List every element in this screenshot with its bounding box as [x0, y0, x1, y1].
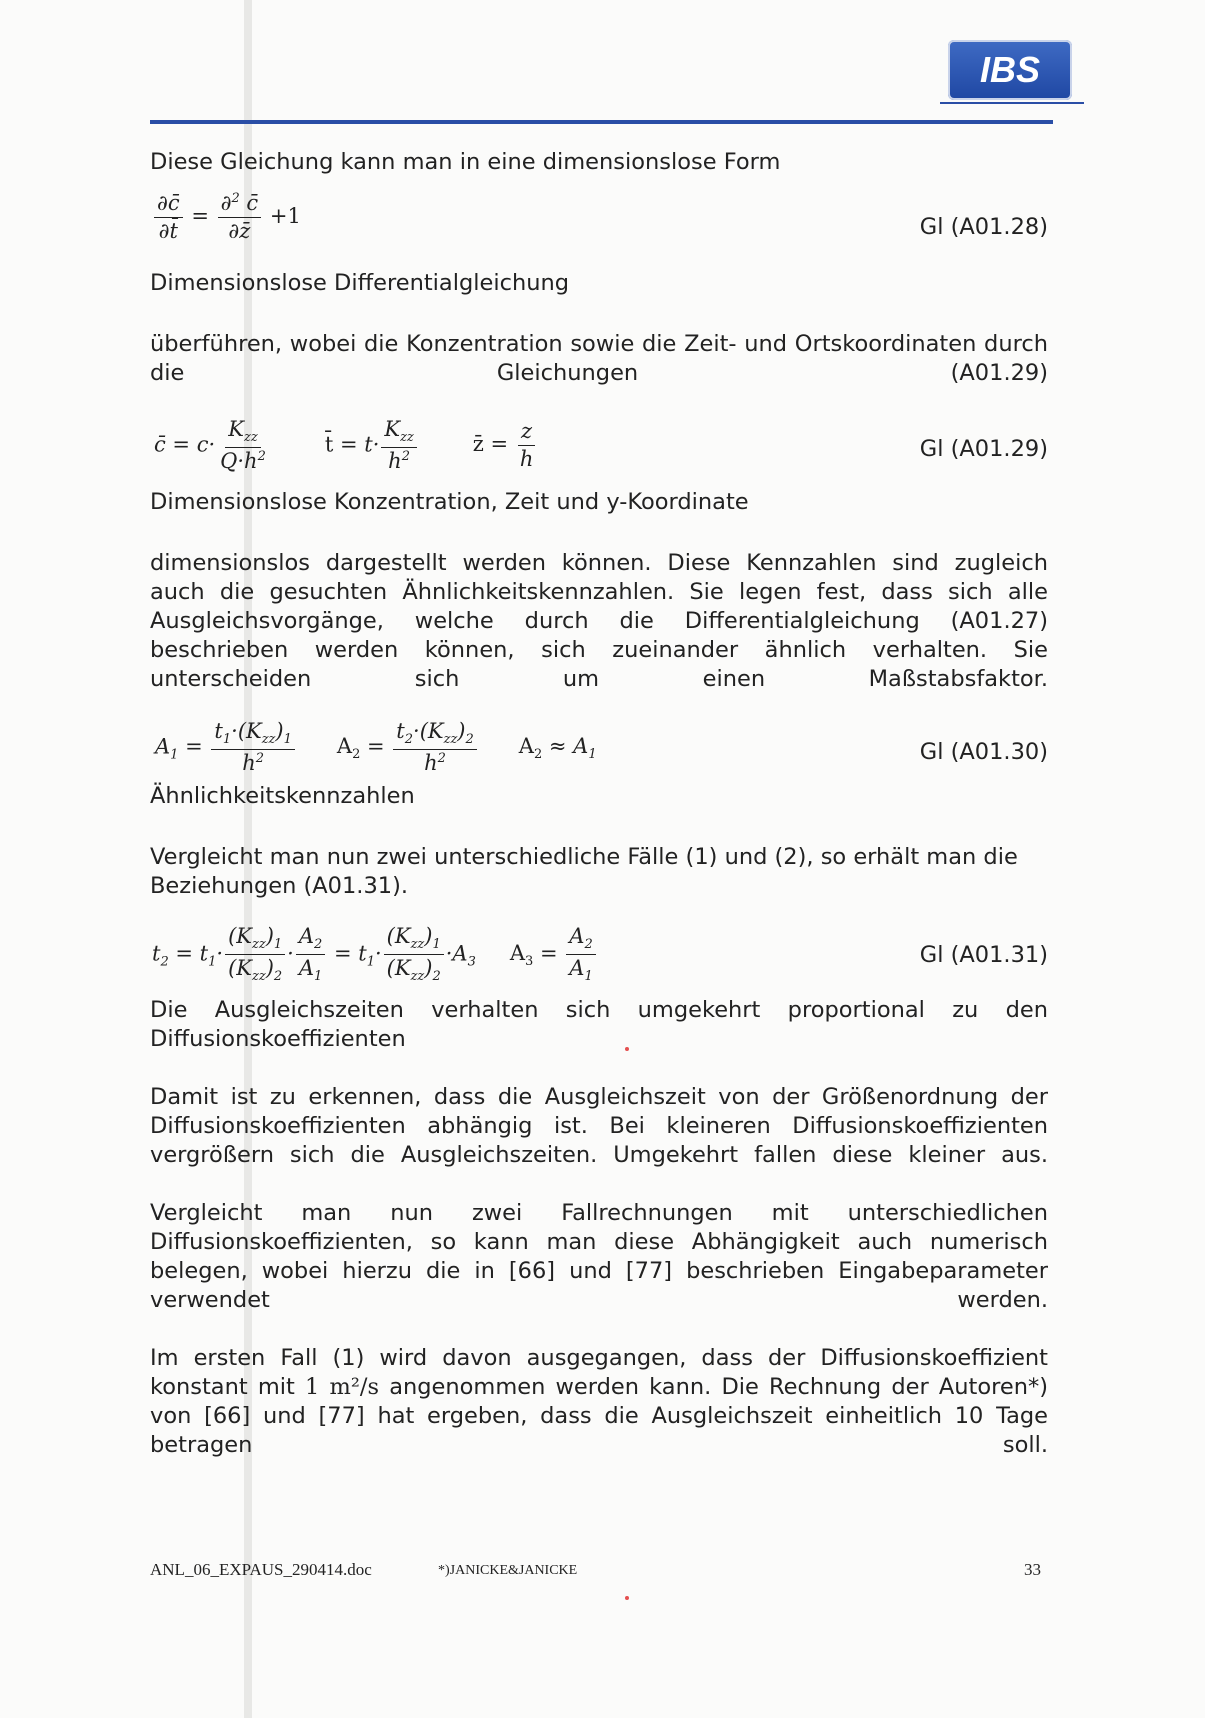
footer-filename: ANL_06_EXPAUS_290414.doc — [150, 1560, 372, 1579]
equation-a01-31: $t_2 = t_1\cdot$ $\frac{(K_{zz})_1}{(K_{zz})_2}$ · $\frac{A_2}{A_1}$ = $t_1\cdot$ $\frac{(K_{zz})_1}{(K_{zz})_2}$ $\cdot A_3$ $A_3$ = $\frac{A_2}{A_1}$ — [152, 925, 622, 985]
equation-a01-28: $\frac{\partial c̄}{\partial t̄}$ = $\frac{\partial^2 c̄}{\partial z̄}$ +1 — [152, 192, 301, 243]
paragraph-8 — [150, 1344, 1048, 1489]
footer-authors: *)JANICKE&JANICKE — [438, 1563, 578, 1578]
footer-page-number: 33 — [1024, 1560, 1041, 1579]
equation-number-28: Gl (A01.28) — [919, 214, 1048, 240]
scan-speck — [625, 1047, 629, 1051]
paragraph-5: Die Ausgleichszeiten verhalten sich umgekehrt proportional zu den Diffusionskoeffizienten — [150, 997, 1048, 1052]
equation-caption-28: Dimensionslose Differentialgleichung — [150, 270, 570, 296]
logo-underline — [940, 102, 1084, 104]
equation-number-31: Gl (A01.31) — [919, 942, 1048, 968]
paragraph-7: Vergleicht man nun zwei Fallrechnungen mit unterschiedlichen Diffusionskoeffizienten, so kann man diese Abhängigkeit auch numerisch belegen, wobei hierzu die in [66] und [77] beschrieben Eingabeparameter verwendet werden. — [150, 1200, 1048, 1313]
paragraph-4: Vergleicht man nun zwei unterschiedliche Fälle (1) und (2), so erhält man die Beziehungen (A01.31). — [150, 844, 1018, 899]
ibs-logo: IBS — [948, 40, 1072, 100]
equation-number-29: Gl (A01.29) — [919, 436, 1048, 462]
equation-caption-29: Dimensionslose Konzentration, Zeit und y-Koordinate — [150, 489, 749, 515]
paragraph-2: überführen, wobei die Konzentration sowie die Zeit- und Ortskoordinaten durch die Gleichungen (A01.29) — [150, 331, 1048, 386]
paragraph-8-part-b: angenommen werden kann. Die Rechnung der Autoren*) von [66] und [77] hat ergeben, dass die Ausgleichszeit einheitlich 10 Tage betragen soll. — [150, 1374, 1049, 1458]
scan-speck — [625, 1596, 629, 1600]
equation-a01-29: c̄ = c· $\frac{K_{zz}}{Q\cdot h^2}$ t̄ = t· $\frac{K_{zz}}{h^2}$ z̄ = $\frac{z}{h}$ — [154, 417, 534, 474]
header-rule — [150, 120, 1053, 124]
equation-a01-30: $A_1$ = $\frac{t_1\cdot(K_{zz})_1}{h^2}$ $A_2$ = $\frac{t_2\cdot(K_{zz})_2}{h^2}$ $A_2 \approx A_1$ — [155, 719, 597, 776]
equation-caption-30: Ähnlichkeitskennzahlen — [150, 783, 415, 809]
paragraph-6: Damit ist zu erkennen, dass die Ausgleichszeit von der Größenordnung der Diffusionskoeffizienten abhängig ist. Bei kleineren Diffusionskoeffizienten vergrößern sich die Ausgleichszeiten. Umgekehrt fallen diese kleiner aus. — [150, 1084, 1048, 1168]
equation-number-30: Gl (A01.30) — [919, 739, 1048, 765]
paragraph-8-unit: 1 m²/s — [305, 1374, 380, 1400]
paragraph-8-part-a: Im ersten Fall (1) wird davon ausgegangen, dass der Diffusionskoeffizient konstant mit — [150, 1345, 1048, 1400]
paragraph-3: dimensionslos dargestellt werden können. Diese Kennzahlen sind zugleich auch die gesuchten Ähnlichkeitskennzahlen. Sie legen fest, dass sich alle Ausgleichsvorgänge, welche durch die Differentialgleichung (A01.27) beschrieben werden können, sich zueinander ähnlich verhalten. Sie unterscheiden sich um einen Maßstabsfaktor. — [150, 550, 1048, 692]
paragraph-1: Diese Gleichung kann man in eine dimensionslose Form — [150, 149, 781, 175]
